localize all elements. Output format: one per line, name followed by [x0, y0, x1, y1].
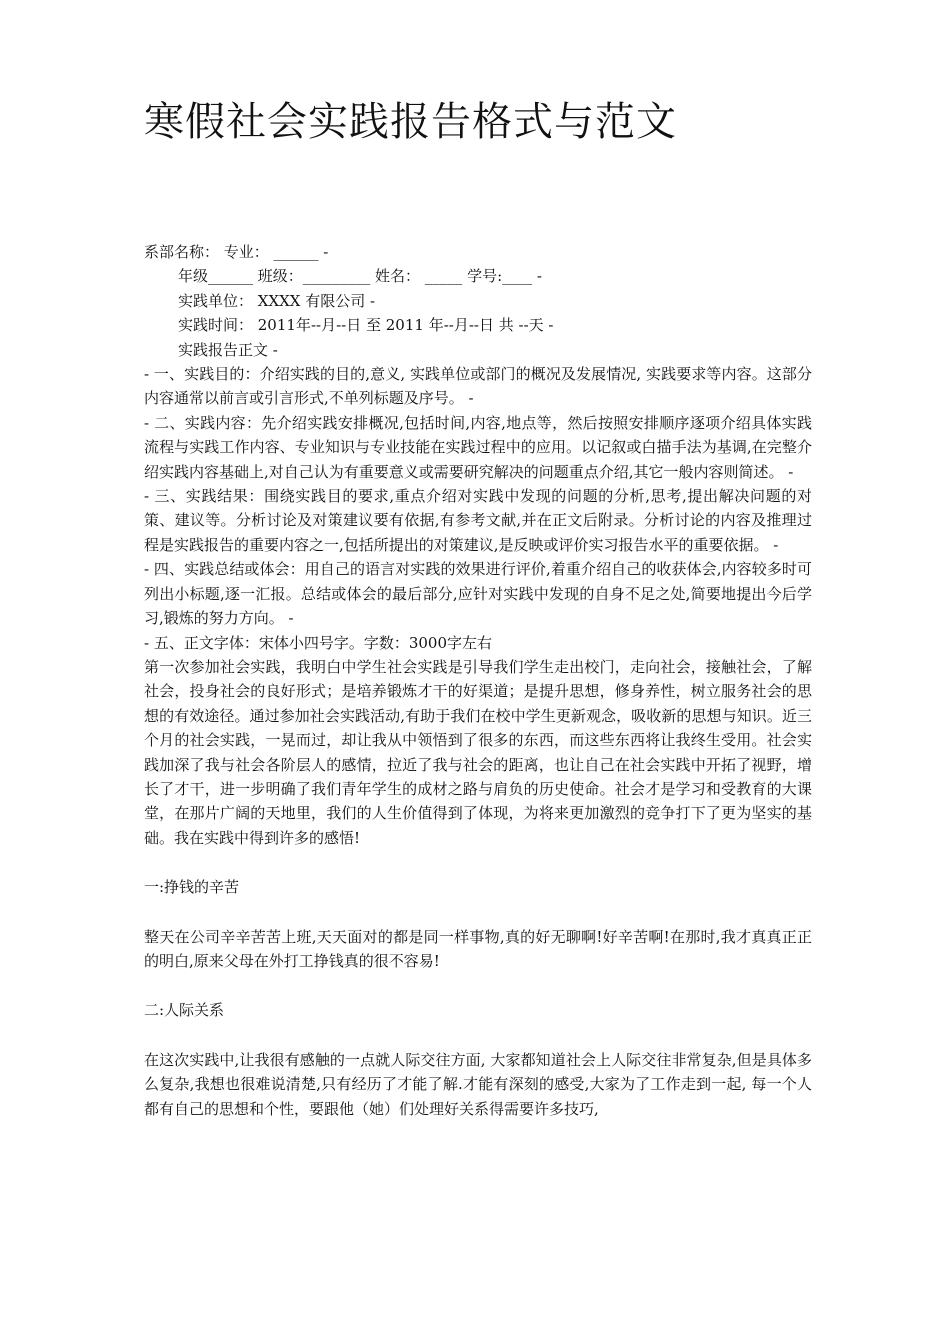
document-body [144, 240, 812, 1121]
heading-relationships: 二:人际关系 [144, 1001, 225, 1020]
header-line-unit: 实践单位： XXXX 有限公司 - [178, 291, 376, 310]
spacer [144, 1023, 812, 1048]
header-line-grade: 年级______ 班级：_________ 姓名： _____ 学号:____ - [178, 267, 542, 286]
section-content: - 二、实践内容：先介绍实践安排概况,包括时间,内容,地点等，然后按照安排顺序逐项介绍具体实践流程与实践工作内容、专业知识与专业技能在实践过程中的应用。以记叙或白描手法为基调,在完整介绍实践内容基础上,对自己认为有重要意义或需要研究解决的问题重点介绍,其它一般内容则简述。 - [144, 413, 812, 481]
heading-earning-money: 一:挣钱的辛苦 [144, 878, 240, 897]
section-purpose: - 一、实践目的：介绍实践的目的,意义, 实践单位或部门的概况及发展情况, 实践要求等内容。这部分内容通常以前言或引言形式,不单列标题及序号。 - [144, 365, 812, 408]
paragraph-relationships: 在这次实践中,让我很有感触的一点就人际交往方面, 大家都知道社会上人际交往非常复杂,但是具体多么复杂,我想也很难说清楚,只有经历了才能了解.才能有深刻的感受,大家为了工作走到一起, 每一个人都有自己的思想和个性，要跟他（她）们处理好关系得需要许多技巧, [144, 1050, 812, 1118]
paragraph-earning-money: 整天在公司辛辛苦苦上班,天天面对的都是同一样事物,真的好无聊啊!好辛苦啊!在那时,我才真真正正的明白,原来父母在外打工挣钱真的很不容易! [144, 927, 812, 970]
intro-paragraph: 第一次参加社会实践，我明白中学生社会实践是引导我们学生走出校门，走向社会，接触社会，了解社会，投身社会的良好形式；是培养锻炼才干的好渠道；是提升思想，修身养性，树立服务社会的思想的有效途径。通过参加社会实践活动,有助于我们在校中学生更新观念，吸收新的思想与知识。近三个月的社会实践，一晃而过，却让我从中领悟到了很多的东西，而这些东西将让我终生受用。社会实践加深了我与社会各阶层人的感情，拉近了我与社会的距离，也让自己在社会实践中开拓了视野，增长了才干，进一步明确了我们青年学生的成材之路与肩负的历史使命。社会才是学习和受教育的大课堂，在那片广阔的天地里，我们的人生价值得到了体现，为将来更加激烈的竞争打下了更为坚实的基础。我在实践中得到许多的感悟! [144, 657, 812, 847]
spacer [144, 900, 812, 925]
spacer [144, 850, 812, 875]
section-summary: - 四、实践总结或体会：用自己的语言对实践的效果进行评价,着重介绍自己的收获体会,内容较多时可列出小标题,逐一汇报。总结或体会的最后部分,应针对实践中发现的自身不足之处,简要地提出今后学习,锻炼的努力方向。 - [144, 560, 812, 628]
section-font: - 五、正文字体：宋体小四号字。字数：3000字左右 [144, 633, 493, 652]
header-line-time: 实践时间： 2011年--月--日 至 2011 年--月--日 共 --天 - [178, 316, 554, 335]
header-line-department: 系部名称： 专业： ______ - [144, 243, 329, 261]
section-results: - 三、实践结果：围绕实践目的要求,重点介绍对实践中发现的问题的分析,思考,提出解决问题的对策、建议等。分析讨论及对策建议要有依据,有参考文献,并在正文后附录。分析讨论的内容及推理过程是实践报告的重要内容之一,包括所提出的对策建议,是反映或评价实习报告水平的重要依据。 - [144, 487, 812, 554]
header-line-report-body: 实践报告正文 - [178, 340, 278, 359]
document-title: 寒假社会实践报告格式与范文 [144, 99, 677, 145]
spacer [144, 973, 812, 998]
